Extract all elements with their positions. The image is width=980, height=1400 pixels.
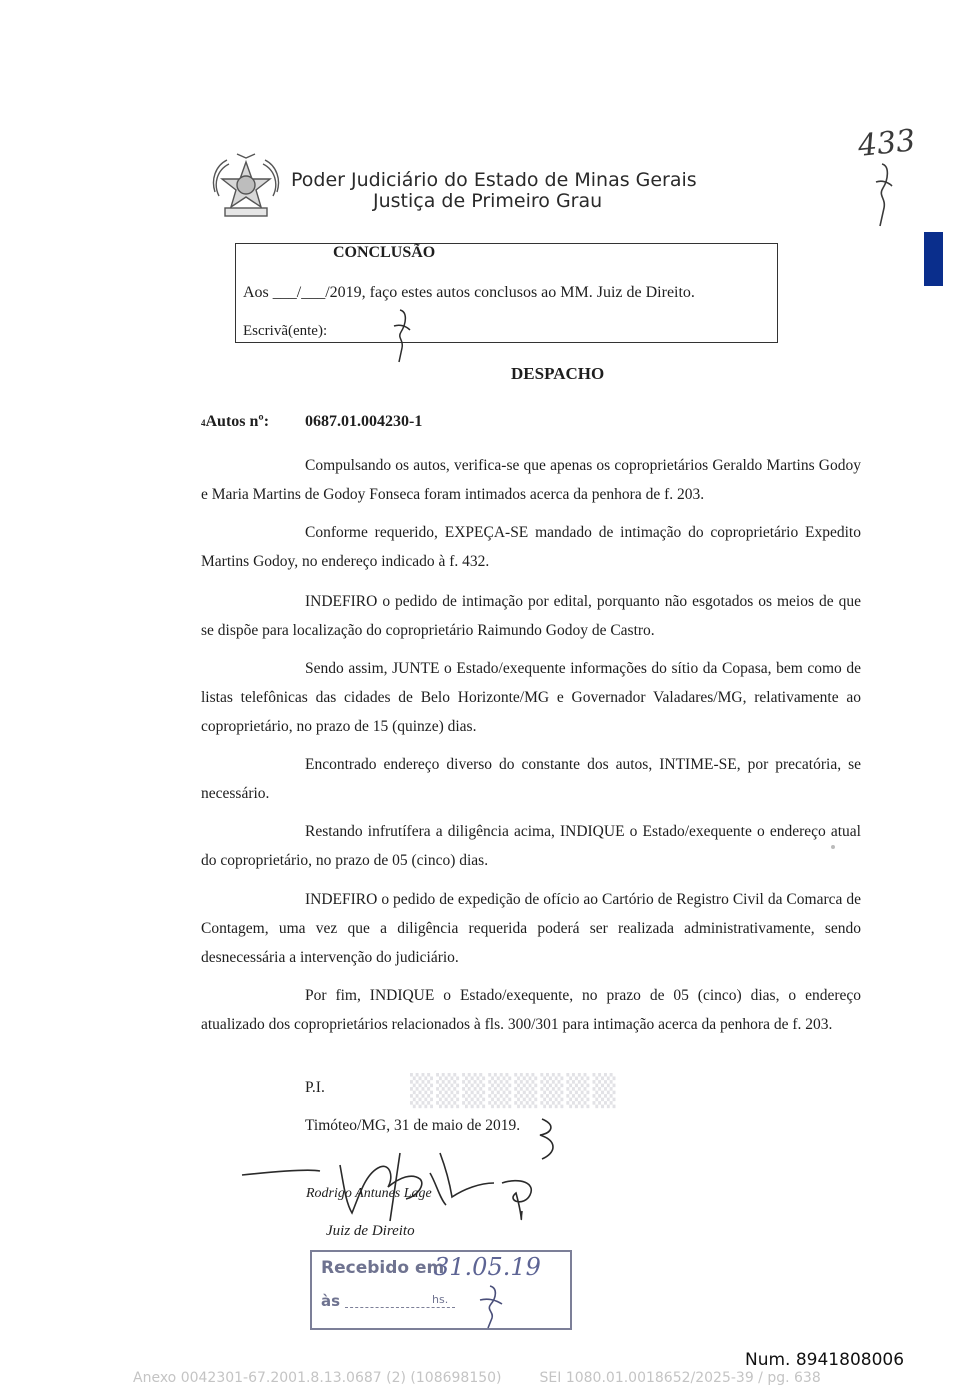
paragraph: INDEFIRO o pedido de expedição de ofício ao Cartório de Registro Civil da Comarca de Contagem, uma vez que a diligência requerida poderá ser realizada administrativamente, sendo desnecessária a intervenção do judiciário. [201, 891, 861, 966]
margin-initial-mark [868, 160, 898, 228]
place-and-date: Timóteo/MG, 31 de maio de 2019. [305, 1117, 521, 1134]
time-blank-line [345, 1307, 455, 1308]
hours-label: hs. [432, 1293, 449, 1306]
conclusion-title: CONCLUSÃO [333, 244, 436, 261]
case-number-label-text: Autos nº: [205, 413, 270, 430]
case-number: 0687.01.004230-1 [305, 413, 423, 430]
judge-signature [240, 1113, 580, 1223]
document-id-number: Num. 8941808006 [745, 1350, 905, 1370]
document-title: DESPACHO [511, 364, 605, 383]
annex-reference: Anexo 0042301-67.2001.8.13.0687 (2) (108698150) [133, 1370, 502, 1386]
scan-speck [831, 845, 835, 849]
clerk-label: Escrivã(ente): [243, 323, 328, 339]
paragraph: Compulsando os autos, verifica-se que apenas os coproprietários Geraldo Martins Godoy e Maria Martins de Godoy Fonseca foram intimados acerca da penhora de f. 203. [201, 457, 861, 503]
received-date: 31.05.19 [434, 1253, 541, 1281]
paragraph: Encontrado endereço diverso do constante dos autos, INTIME-SE, por precatória, se necessário. [201, 756, 861, 802]
judge-name: Rodrigo Antunes Lage [306, 1186, 432, 1201]
paragraph: Conforme requerido, EXPEÇA-SE mandado de intimação do coproprietário Expedito Martins Godoy, no endereço indicado à f. 432. [201, 524, 861, 570]
received-time-label: às [321, 1292, 341, 1310]
coat-of-arms-icon [207, 152, 285, 224]
sei-reference: SEI 1080.01.0018652/2025-39 / pg. 638 [539, 1370, 821, 1386]
paragraph: INDEFIRO o pedido de intimação por edital, porquanto não esgotados os meios de que se dispõe para localização do coproprietário Raimundo Godoy de Castro. [201, 593, 861, 639]
closing-note: P.I. [305, 1079, 325, 1096]
case-number-prefix: 4 [201, 418, 206, 428]
conclusion-statement: Aos ___/___/2019, faço estes autos conclusos ao MM. Juiz de Direito. [243, 284, 695, 301]
footer-reference [133, 1370, 821, 1386]
handwritten-page-number: 433 [856, 123, 917, 164]
received-label: Recebido em [321, 1258, 445, 1278]
judge-title: Juiz de Direito [326, 1223, 415, 1239]
blue-tab-marker [924, 232, 943, 286]
paragraph: Por fim, INDIQUE o Estado/exequente, no prazo de 05 (cinco) dias, o endereço atualizado dos coproprietários relacionados à fls. 300/301 para intimação acerca da penhora de f. 203. [201, 987, 861, 1033]
paragraph: Restando infrutífera a diligência acima, INDIQUE o Estado/exequente o endereço atual do coproprietário, no prazo de 05 (cinco) dias. [201, 823, 861, 869]
court-name: Poder Judiciário do Estado de Minas Gerais [291, 169, 697, 191]
receiver-initial-mark [470, 1282, 510, 1330]
clerk-initial-mark [388, 306, 414, 364]
faint-background-stamp: ▒▒▒▒▒▒▒▒ [410, 1074, 619, 1109]
paragraph: Sendo assim, JUNTE o Estado/exequente informações do sítio da Copasa, bem como de listas telefônicas das cidades de Belo Horizonte/MG e Governador Valadares/MG, relativamente ao coproprietário, no prazo de 15 (quinze) dias. [201, 660, 861, 735]
case-number-label [201, 413, 269, 431]
court-instance: Justiça de Primeiro Grau [373, 190, 603, 212]
